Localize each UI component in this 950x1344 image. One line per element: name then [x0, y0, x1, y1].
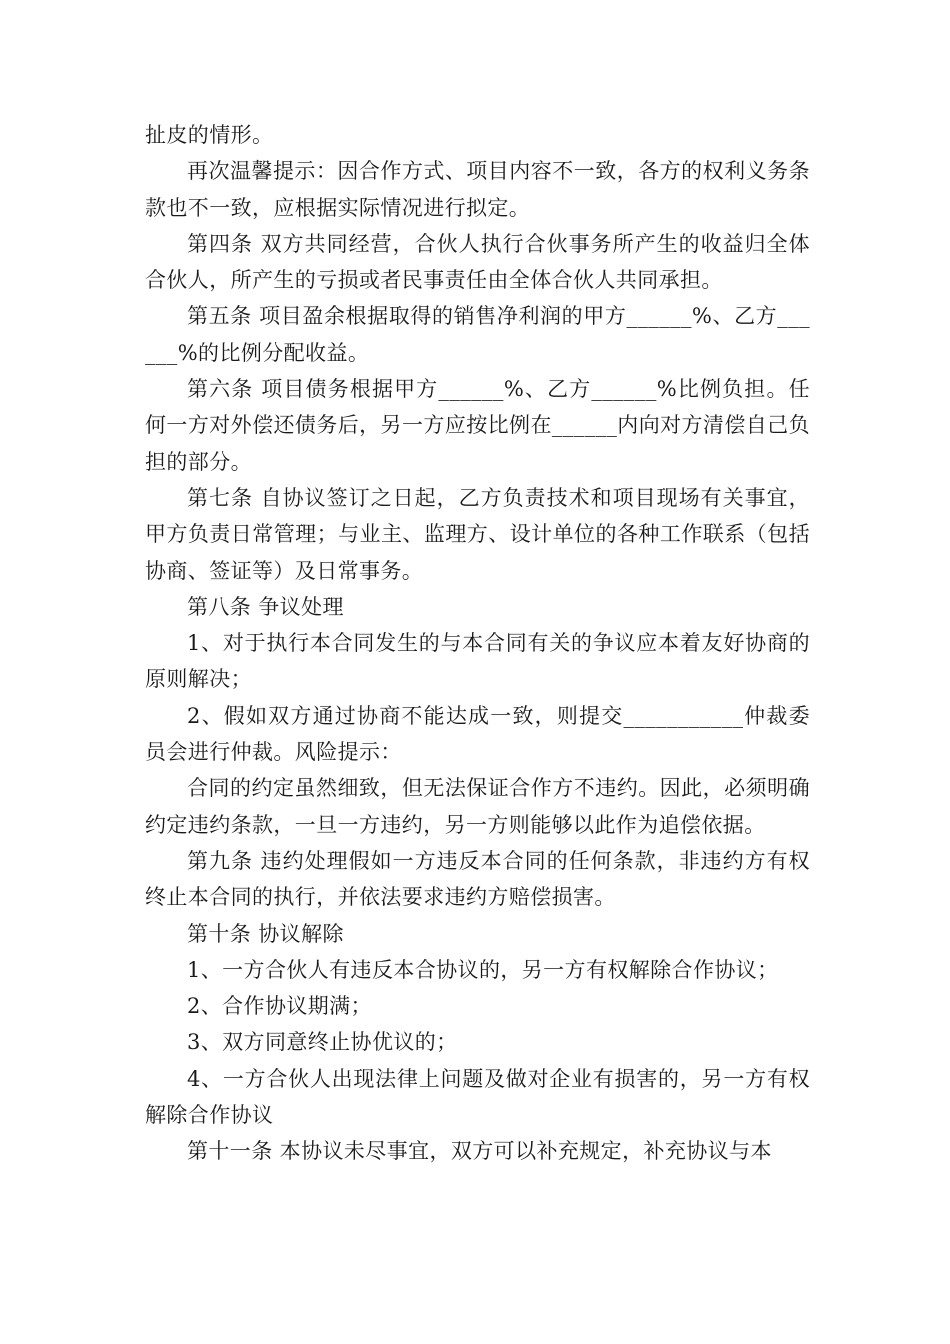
paragraph-article-6: 第六条 项目债务根据甲方______%、乙方______%比例负担。任何一方对外偿还债务后，另一方应按比例在______内向对方清偿自己负担的部分。: [145, 377, 810, 474]
paragraph-article-5: 第五条 项目盈余根据取得的销售净利润的甲方______%、乙方______%的比例分配收益。: [145, 304, 810, 365]
paragraph-article-4: 第四条 双方共同经营，合伙人执行合伙事务所产生的收益归全体合伙人，所产生的亏损或者民事责任由全体合伙人共同承担。: [145, 231, 810, 293]
document-body: [145, 117, 810, 1170]
paragraph-article-10-item-1: 1、一方合伙人有违反本合协议的，另一方有权解除合作协议；: [187, 957, 779, 982]
paragraph-article-10-item-3: 3、双方同意终止协优议的；: [187, 1030, 458, 1055]
paragraph-continuation: 扯皮的情形。: [145, 123, 274, 147]
paragraph-article-8-heading: 第八条 争议处理: [187, 594, 344, 619]
paragraph-article-11: 第十一条 本协议未尽事宜，双方可以补充规定，补充协议与本: [187, 1139, 772, 1164]
paragraph-article-9: 第九条 违约处理假如一方违反本合同的任何条款，非违约方有权终止本合同的执行，并依法要求违约方赔偿损害。: [145, 848, 810, 910]
paragraph-article-10-heading: 第十条 协议解除: [187, 921, 344, 946]
paragraph-article-10-item-2: 2、合作协议期满；: [187, 994, 372, 1019]
paragraph-article-10-item-4: 4、一方合伙人出现法律上问题及做对企业有损害的，另一方有权解除合作协议: [145, 1066, 810, 1128]
paragraph-article-8-item-2: 2、假如双方通过协商不能达成一致，则提交___________仲裁委员会进行仲裁。风险提示：: [145, 703, 810, 765]
paragraph-article-8-item-1: 1、对于执行本合同发生的与本合同有关的争议应本着友好协商的原则解决；: [145, 631, 810, 692]
paragraph-reminder: 再次温馨提示：因合作方式、项目内容不一致，各方的权利义务条款也不一致，应根据实际情况进行拟定。: [145, 159, 810, 220]
paragraph-article-7: 第七条 自协议签订之日起，乙方负责技术和项目现场有关事宜，甲方负责日常管理；与业主、监理方、设计单位的各种工作联系（包括协商、签证等）及日常事务。: [145, 485, 810, 583]
paragraph-risk-note: 合同的约定虽然细致，但无法保证合作方不违约。因此，必须明确约定违约条款，一旦一方违约，另一方则能够以此作为追偿依据。: [145, 776, 810, 837]
